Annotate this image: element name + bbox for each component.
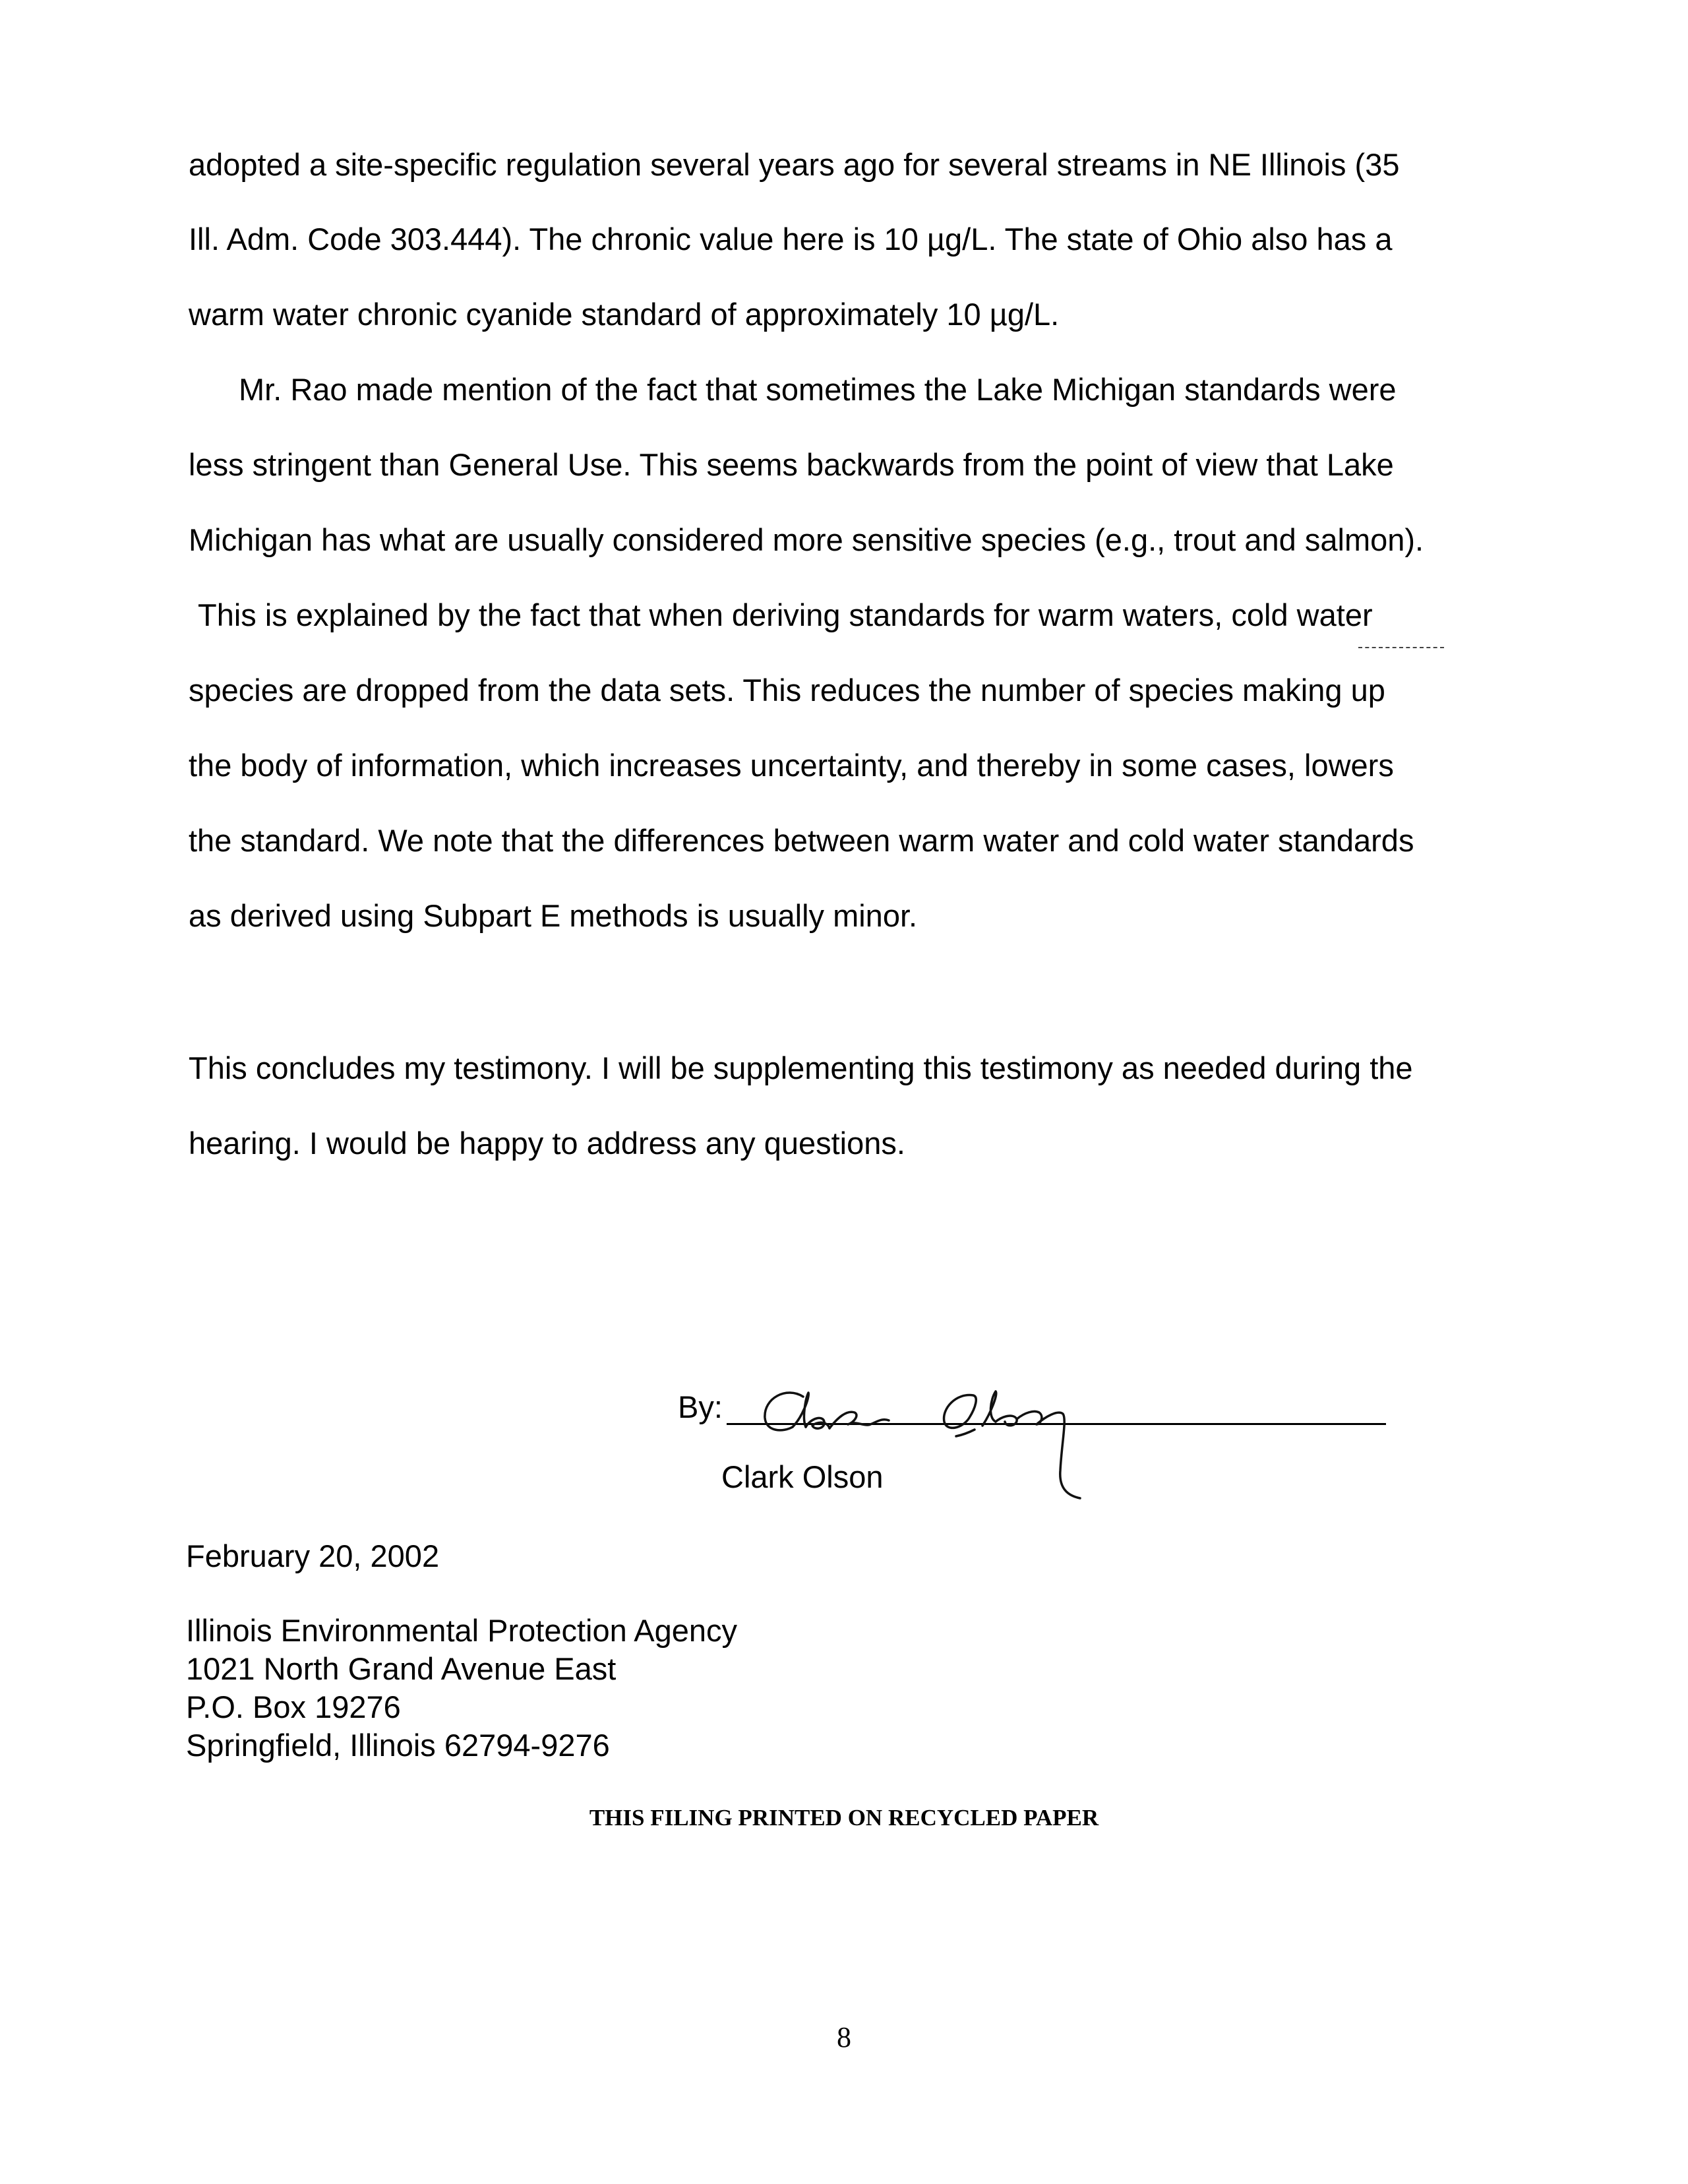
body-line: less stringent than General Use. This seems backwards from the point of view that Lake — [189, 447, 1394, 482]
address-line: Illinois Environmental Protection Agency — [186, 1613, 737, 1648]
recycled-paper-note: THIS FILING PRINTED ON RECYCLED PAPER — [589, 1805, 1099, 1831]
address-line: Springfield, Illinois 62794-9276 — [186, 1728, 610, 1763]
body-line: adopted a site-specific regulation several years ago for several streams in NE Illinois (35 — [189, 147, 1400, 182]
proofing-mark — [1358, 647, 1444, 648]
address-line: P.O. Box 19276 — [186, 1689, 401, 1724]
signer-name: Clark Olson — [721, 1459, 884, 1494]
body-line: hearing. I would be happy to address any questions. — [189, 1126, 905, 1161]
signature-block — [678, 1378, 1403, 1530]
address-line: 1021 North Grand Avenue East — [186, 1651, 617, 1686]
body-line: Mr. Rao made mention of the fact that sometimes the Lake Michigan standards were — [239, 372, 1397, 407]
body-line: the standard. We note that the differences between warm water and cold water standards — [189, 823, 1414, 858]
body-line: This concludes my testimony. I will be supplementing this testimony as needed during the — [189, 1050, 1413, 1085]
by-label: By: — [678, 1389, 723, 1424]
document-date: February 20, 2002 — [186, 1538, 440, 1573]
body-line: Michigan has what are usually considered more sensitive species (e.g., trout and salmon). — [189, 522, 1424, 557]
body-line: as derived using Subpart E methods is usually minor. — [189, 898, 918, 933]
body-line: warm water chronic cyanide standard of approximately 10 µg/L. — [189, 297, 1060, 332]
page-number: 8 — [837, 2021, 851, 2053]
body-line: Ill. Adm. Code 303.444). The chronic value here is 10 µg/L. The state of Ohio also has a — [189, 222, 1393, 257]
body-line: This is explained by the fact that when deriving standards for warm waters, cold water — [198, 597, 1373, 632]
body-line: the body of information, which increases uncertainty, and thereby in some cases, lowers — [189, 748, 1394, 783]
body-line: species are dropped from the data sets. This reduces the number of species making up — [189, 673, 1385, 708]
